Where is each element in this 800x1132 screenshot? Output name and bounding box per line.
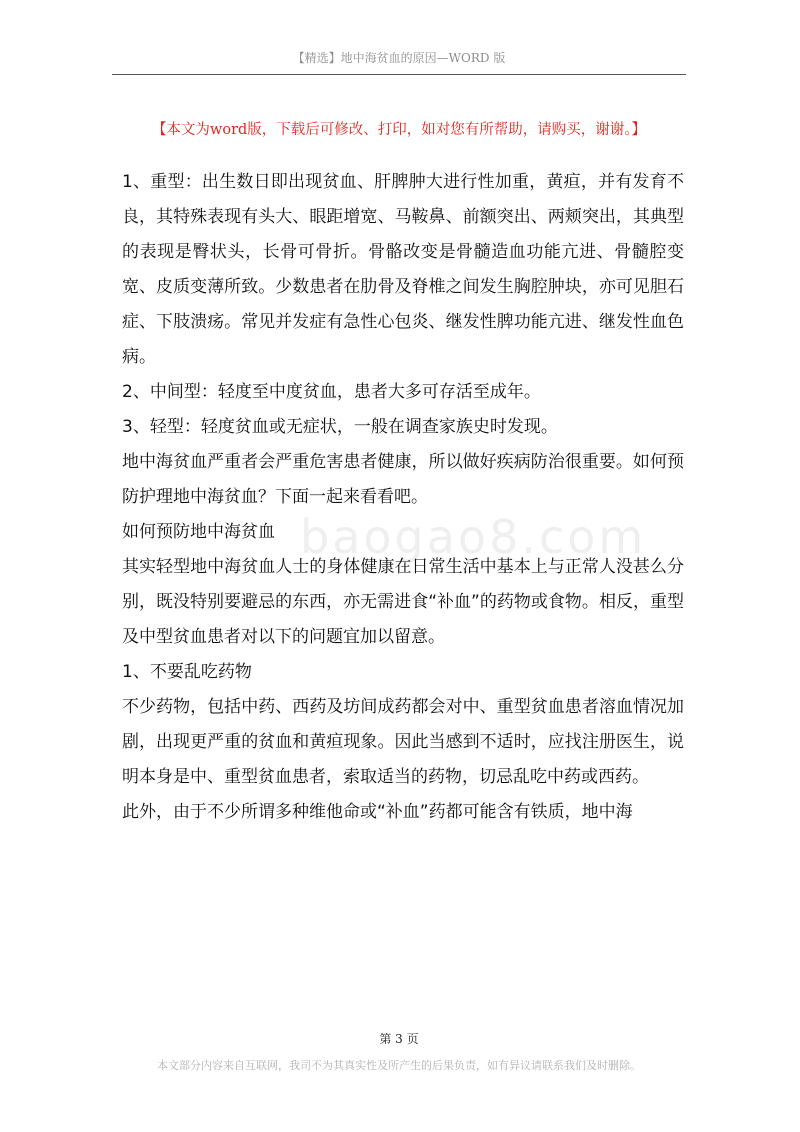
purchase-notice: 【本文为word版，下载后可修改、打印，如对您有所帮助，请购买，谢谢。】 — [151, 122, 647, 138]
subheading-no-random-drugs: 1、不要乱吃药物 — [122, 662, 252, 682]
paragraph-vitamin-iron: 此外，由于不少所谓多种维他命或“补血”药都可能含有铁质，地中海 — [122, 802, 633, 822]
page-number: 第 3 页 — [379, 1032, 419, 1046]
page-header-title: 【精选】地中海贫血的原因—WORD 版 — [292, 51, 506, 65]
paragraph-severe-type: 1、重型：出生数日即出现贫血、肝脾肿大进行性加重，黄疸，并有发育不良，其特殊表现有头大、眼距增宽、马鞍鼻、前额突出、两颊突出，其典型的表现是臀状头，长骨可骨折。骨骼改变是骨髓造血功能亢进、骨髓腔变宽、皮质变薄所致。少数患者在肋骨及脊椎之间发生胸腔肿块，亦可见胆石症、下肢溃疡。常见并发症有急性心包炎、继发性脾功能亢进、继发性血色病。 — [122, 172, 684, 367]
paragraph-intermediate-type: 2、中间型：轻度至中度贫血，患者大多可存活至成年。 — [122, 382, 541, 402]
paragraph-mild-health: 其实轻型地中海贫血人士的身体健康在日常生活中基本上与正常人没甚么分别，既没特别要避忌的东西，亦无需进食“补血”的药物或食物。相反，重型及中型贫血患者对以下的问题宜加以留意。 — [122, 557, 684, 647]
footer-disclaimer: 本文部分内容来自互联网，我司不为其真实性及所产生的后果负责，如有异议请联系我们及时删除。 — [157, 1059, 641, 1072]
header-divider — [112, 74, 686, 75]
paragraph-drug-warning: 不少药物，包括中药、西药及坊间成药都会对中、重型贫血患者溶血情况加剧，出现更严重的贫血和黄疸现象。因此当感到不适时，应找注册医生，说明本身是中、重型贫血患者，索取适当的药物，切忌乱吃中药或西药。 — [122, 697, 684, 787]
paragraph-mild-type: 3、轻型：轻度贫血或无症状，一般在调查家族史时发现。 — [122, 417, 558, 437]
section-heading-prevention: 如何预防地中海贫血 — [122, 522, 275, 542]
document-body — [122, 165, 684, 830]
paragraph-intro-prevention: 地中海贫血严重者会严重危害患者健康，所以做好疾病防治很重要。如何预防护理地中海贫血？下面一起来看看吧。 — [122, 452, 684, 507]
watermark-text: baogao8.com — [300, 510, 647, 564]
